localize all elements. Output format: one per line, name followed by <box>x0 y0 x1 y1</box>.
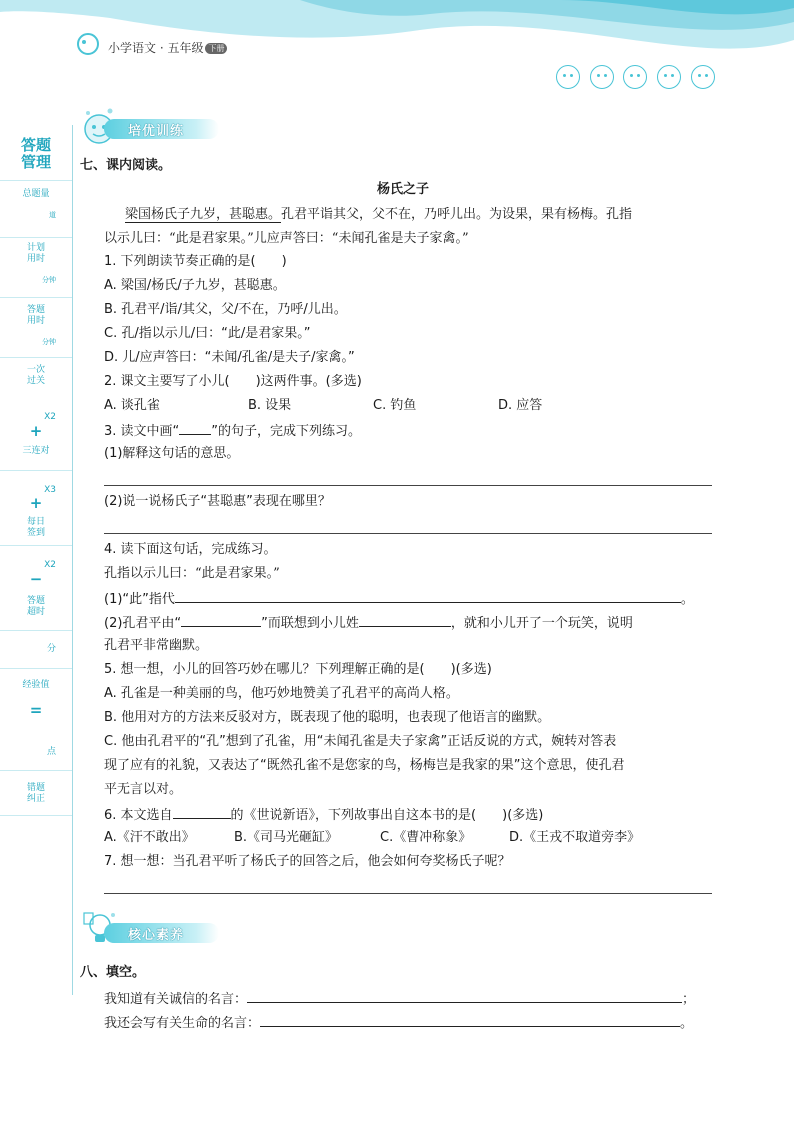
fill-blank[interactable] <box>175 590 681 603</box>
q6-option: C.《曹冲称象》 <box>380 830 472 845</box>
sidebar-row-answer-time: 答题 用时 <box>26 305 45 326</box>
q5-option-cont: 平无言以对。 <box>104 782 183 797</box>
answer-line[interactable] <box>104 485 712 486</box>
banner-label: 培优训练 <box>128 124 185 139</box>
sidebar-title-line1: 答题 <box>20 136 51 154</box>
header-series-title <box>108 39 227 56</box>
q6-option: D.《王戎不取道旁李》 <box>509 830 641 845</box>
q4-sub1: (1)“此”指代 。 <box>104 592 694 607</box>
sidebar-unit-points: 点 <box>46 747 56 757</box>
plus-icon: + <box>29 494 43 512</box>
sidebar-row-experience: 经验值 <box>22 680 50 690</box>
sidebar-unit-minutes: 分钟 <box>42 276 56 284</box>
q1-option: C. 孔/指以示儿/曰：“此/是君家果。” <box>104 326 311 341</box>
q4-sub2: (2)孔君平由“ ”而联想到小儿姓 ，就和小儿开了一个玩笑，说明 <box>104 616 633 631</box>
answer-management-sidebar <box>0 125 73 995</box>
answer-line[interactable] <box>104 893 712 894</box>
fill-blank[interactable] <box>359 614 451 627</box>
sidebar-multiplier: X2 <box>44 560 56 570</box>
q2-option: A. 谈孔雀 <box>104 398 160 413</box>
q5-option: B. 他用对方的方法来反驳对方，既表现了他的聪明，也表现了他语言的幽默。 <box>104 710 551 725</box>
q2-option: D. 应答 <box>498 398 543 413</box>
q1-option: A. 梁国/杨氏/子九岁，甚聪惠。 <box>104 278 286 293</box>
sidebar-title-line2: 管理 <box>20 153 51 171</box>
passage-line: 梁国杨氏子九岁，甚聪惠。孔君平诣其父，父不在，乃呼儿出。为设果，果有杨梅。孔指 <box>125 207 633 222</box>
sidebar-row-total-count: 总题量 道 <box>22 189 56 219</box>
smiley-icon <box>657 65 681 89</box>
sidebar-multiplier: X2 <box>44 412 56 422</box>
q6-option: B.《司马光砸缸》 <box>234 830 339 845</box>
passage-line: 以示儿曰：“此是君家果。”儿应声答曰：“未闻孔雀是夫子家禽。” <box>104 231 469 246</box>
q5-option: C. 他由孔君平的“孔”想到了孔雀，用“未闻孔雀是夫子家禽”正话反说的方式，婉转对答表 <box>104 734 617 749</box>
minus-icon: − <box>29 570 43 588</box>
question-2-stem: 2. 课文主要写了小儿( )这两件事。(多选) <box>104 374 362 389</box>
q4-sub2-cont: 孔君平非常幽默。 <box>104 638 209 653</box>
series-text: 小学语文 · 五年级 <box>108 41 204 55</box>
fill-blank[interactable] <box>173 806 231 819</box>
passage-title: 杨氏之子 <box>377 182 430 197</box>
q3-sub1: (1)解释这句话的意思。 <box>104 446 240 461</box>
section-banner-core <box>78 921 248 945</box>
q6-option: A.《汗不敢出》 <box>104 830 195 845</box>
sidebar-row-three-streak: 三连对 <box>22 446 50 456</box>
answer-line[interactable] <box>104 533 712 534</box>
fill-blank[interactable] <box>260 1014 680 1027</box>
question-7-stem: 7. 想一想：当孔君平听了杨氏子的回答之后，他会如何夸奖杨氏子呢？ <box>104 854 511 869</box>
equals-icon: = <box>29 701 43 719</box>
sidebar-unit-points: 分 <box>46 644 56 654</box>
question-3-stem: 3. 读文中画“ ”的句子，完成下列练习。 <box>104 424 362 439</box>
sidebar-row-error-fix: 错题 纠正 <box>26 783 45 804</box>
sidebar-row-first-pass: 一次 过关 <box>26 365 45 386</box>
sidebar-row-daily-checkin: 每日 签到 <box>26 517 45 538</box>
q3-sub2: (2)说一说杨氏子“甚聪惠”表现在哪里？ <box>104 494 331 509</box>
section-banner-training <box>78 117 248 141</box>
fill-blank[interactable] <box>247 990 682 1003</box>
passage-underlined-sentence: 梁国杨氏子九岁，甚聪惠。 <box>125 207 282 222</box>
q1-option: D. 儿/应声答曰：“未闻/孔雀/是夫子/家禽。” <box>104 350 355 365</box>
q2-option: B. 设果 <box>248 398 292 413</box>
sidebar-unit-minutes: 分钟 <box>42 338 56 346</box>
fill-line-honesty: 我知道有关诚信的名言： ； <box>104 992 696 1007</box>
q1-option: B. 孔君平/诣/其父，父/不在，乃呼/儿出。 <box>104 302 347 317</box>
question-1-stem: 1. 下列朗读节奏正确的是( ) <box>104 254 287 269</box>
sidebar-multiplier: X3 <box>44 485 56 495</box>
q2-option: C. 钓鱼 <box>373 398 417 413</box>
plus-icon: + <box>29 422 43 440</box>
q5-option: A. 孔雀是一种美丽的鸟，他巧妙地赞美了孔君平的高尚人格。 <box>104 686 459 701</box>
smiley-icon <box>556 65 580 89</box>
volume-badge: 下册 <box>205 43 227 54</box>
sidebar-row-timeout: 答题 超时 <box>26 596 45 617</box>
section-heading: 七、课内阅读。 <box>80 158 172 173</box>
question-4-stem: 4. 读下面这句话，完成练习。 <box>104 542 277 557</box>
question-6-stem: 6. 本文选自 的《世说新语》，下列故事出自这本书的是( )(多选) <box>104 808 544 823</box>
section-heading: 八、填空。 <box>80 965 146 980</box>
smiley-icon <box>590 65 614 89</box>
q5-option-cont: 现了应有的礼貌，又表达了“既然孔雀不是您家的鸟，杨梅岂是我家的果”这个意思，使孔君 <box>104 758 625 773</box>
question-5-stem: 5. 想一想，小儿的回答巧妙在哪儿？下列理解正确的是( )(多选) <box>104 662 492 677</box>
banner-label: 核心素养 <box>128 928 185 943</box>
sidebar-row-planned-time: 计划 用时 <box>26 243 45 264</box>
q4-quote: 孔指以示儿曰：“此是君家果。” <box>104 566 280 581</box>
fill-blank[interactable] <box>181 614 261 627</box>
fill-line-life: 我还会写有关生命的名言： 。 <box>104 1016 694 1031</box>
smiley-icon <box>623 65 647 89</box>
smiley-icon <box>691 65 715 89</box>
